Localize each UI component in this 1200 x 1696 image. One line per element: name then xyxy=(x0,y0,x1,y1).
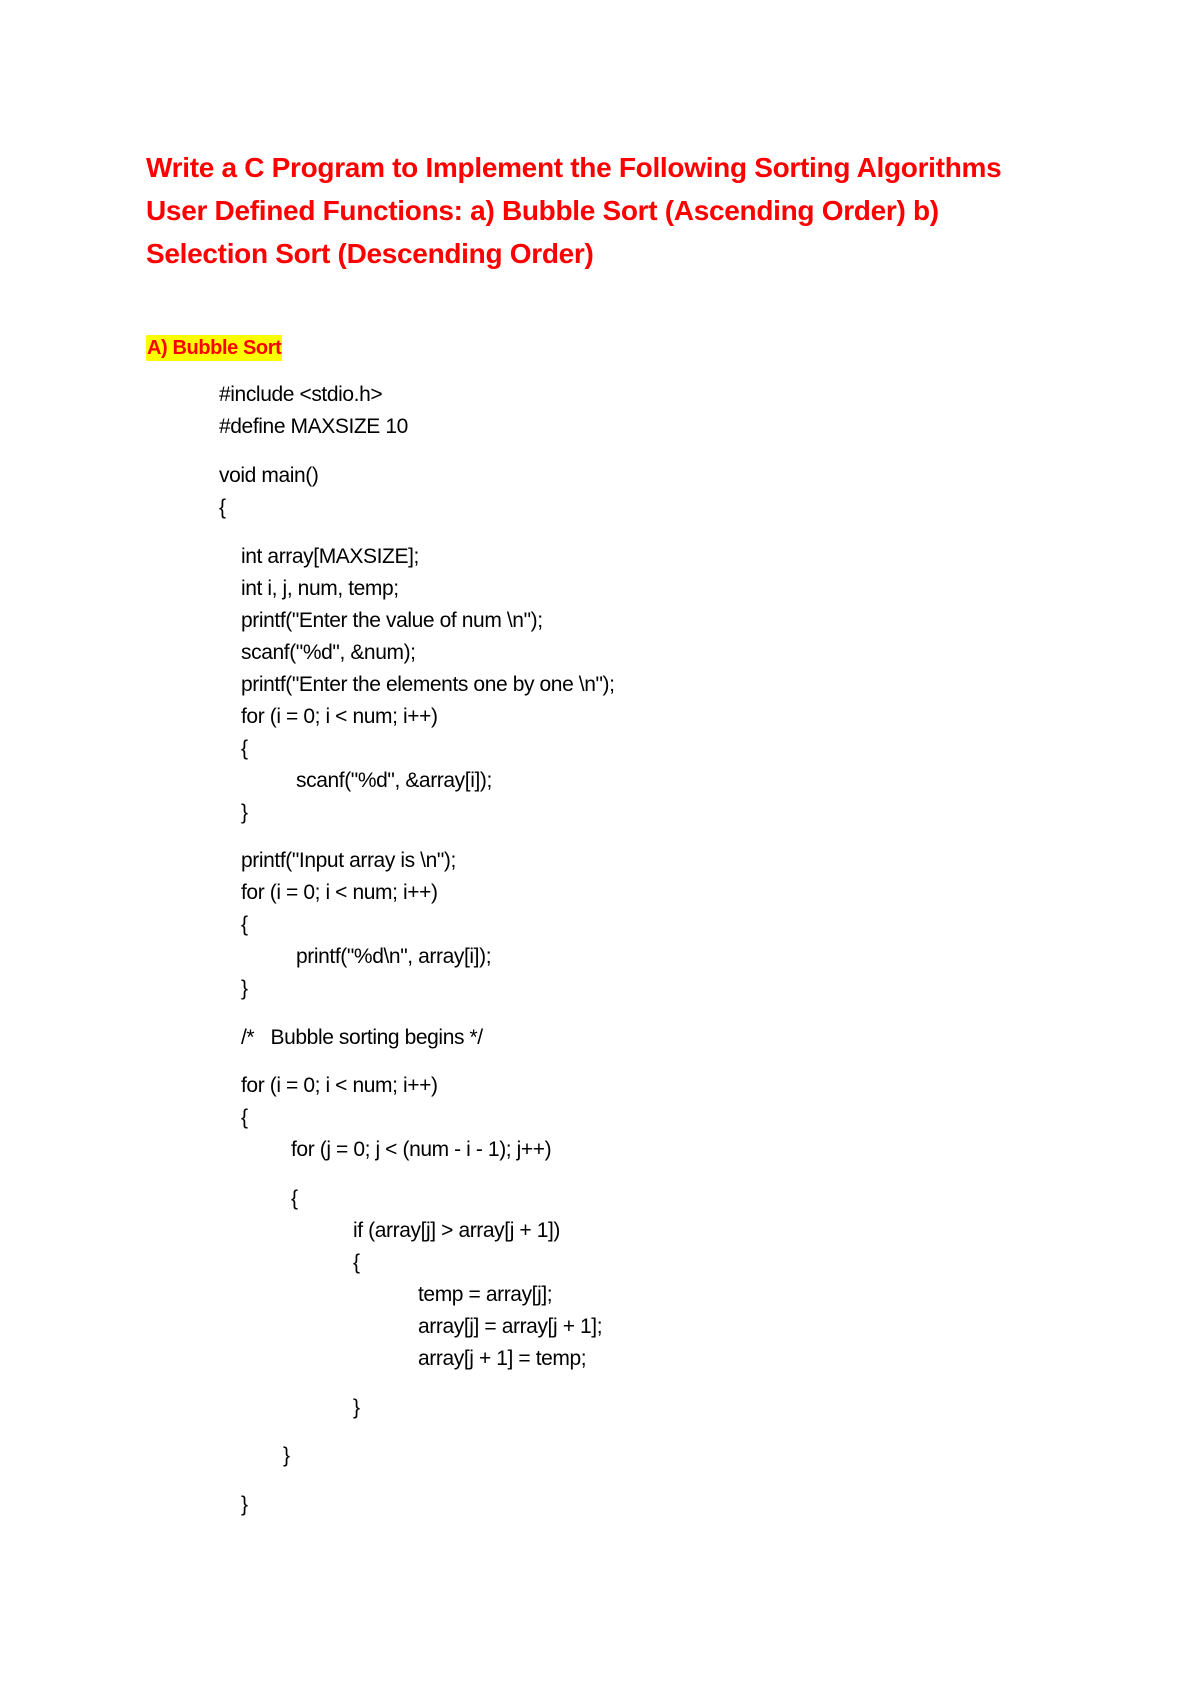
code-line: } xyxy=(353,1396,360,1419)
code-line: /* Bubble sorting begins */ xyxy=(241,1026,483,1049)
code-line: for (j = 0; j < (num - i - 1); j++) xyxy=(291,1138,552,1161)
code-line: { xyxy=(353,1251,360,1274)
code-line: for (i = 0; i < num; i++) xyxy=(241,705,438,728)
code-line: { xyxy=(241,1106,248,1129)
code-line: } xyxy=(241,977,248,1000)
code-line: temp = array[j]; xyxy=(418,1283,553,1306)
code-line: scanf("%d", &array[i]); xyxy=(296,769,492,792)
code-line: int i, j, num, temp; xyxy=(241,577,399,600)
code-line: { xyxy=(241,737,248,760)
code-line: printf("Enter the value of num \n"); xyxy=(241,609,543,632)
code-line: #include <stdio.h> xyxy=(219,383,383,406)
code-line: { xyxy=(291,1187,298,1210)
code-line: array[j + 1] = temp; xyxy=(418,1347,587,1370)
code-line: printf("%d\n", array[i]); xyxy=(296,945,492,968)
code-line: if (array[j] > array[j + 1]) xyxy=(353,1219,561,1242)
code-line: { xyxy=(241,913,248,936)
code-line: #define MAXSIZE 10 xyxy=(219,415,408,438)
code-line: printf("Input array is \n"); xyxy=(241,849,456,872)
code-line: { xyxy=(219,496,226,519)
section-heading-bubble-sort: A) Bubble Sort xyxy=(147,337,282,359)
code-line: for (i = 0; i < num; i++) xyxy=(241,1074,438,1097)
code-line: } xyxy=(241,801,248,824)
code-line: array[j] = array[j + 1]; xyxy=(418,1315,603,1338)
code-line: scanf("%d", &num); xyxy=(241,641,416,664)
code-line: } xyxy=(283,1444,290,1467)
code-line: int array[MAXSIZE]; xyxy=(241,545,419,568)
code-line: for (i = 0; i < num; i++) xyxy=(241,881,438,904)
code-line: printf("Enter the elements one by one \n"); xyxy=(241,673,615,696)
page-title: Write a C Program to Implement the Following Sorting Algorithms User Defined Functions: a) Bubble Sort (Ascending Order) b) Selection Sort (Descending Order) xyxy=(146,152,1002,269)
code-line: void main() xyxy=(219,464,319,487)
code-line: } xyxy=(241,1493,248,1516)
